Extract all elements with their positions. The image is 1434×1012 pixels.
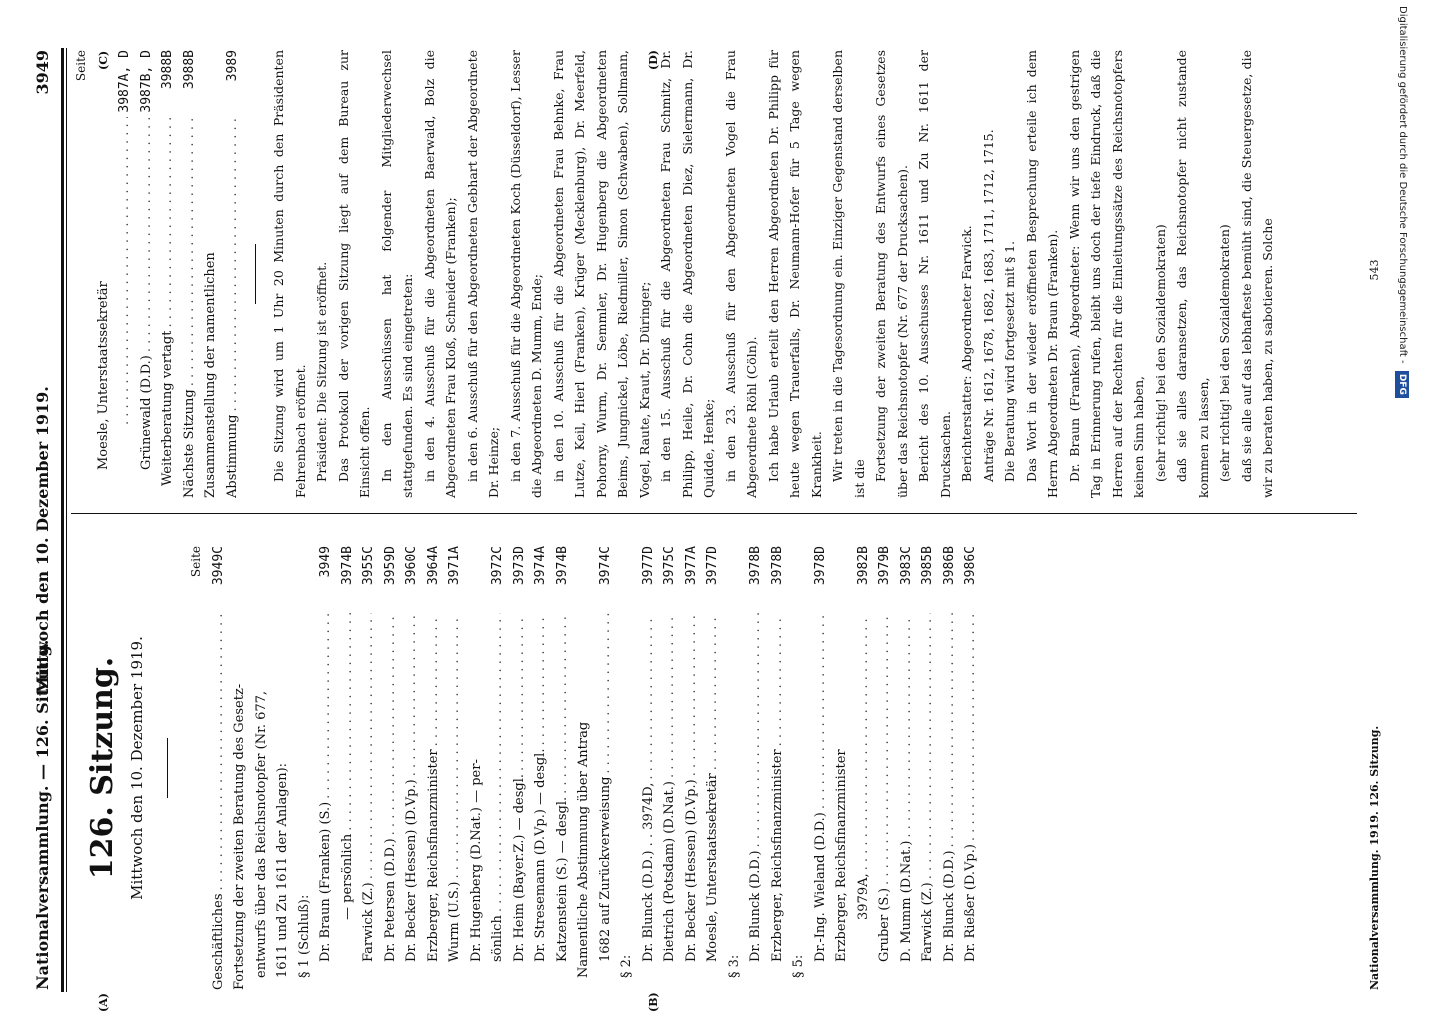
toc-entry [530,546,552,990]
toc-entry-text: Dr. Blunck (D.D.) [941,850,957,962]
toc-entry-text: Katzenstein (S.) — desgl. [554,796,570,962]
toc-entry [810,546,832,990]
toc-entry-text: Fortsetzung der zweiten Beratung des Gesetz- [232,683,247,990]
minutes-paragraph: in den 4. Ausschuß für die Abgeordneten Baerwald, Bolz die Abgeordneten Frau Kloß, Schneider (Franken); [421,50,458,498]
toc-entry-page: 3975C [662,546,677,586]
seite-label-right: Seite [74,50,88,82]
toc-entry-page: 3955C [361,546,376,586]
toc-entry [136,50,158,498]
toc-entry-page: 3973D [511,546,527,586]
toc-entry-text: Dr. Hugenberg (D.Nat.) — per- [468,759,484,962]
leader-dots [136,117,158,352]
toc-entry-page: 3964A [425,546,441,586]
toc-entry-page: 3974B [339,546,355,586]
toc-entry-text: 1682 auf Zurückverweisung [597,776,613,962]
leader-dots [896,613,918,838]
digitization-text: Digitalisierung gefördert durch die Deutsche Forschungsgemeinschaft - [1397,6,1408,364]
leader-dots [401,613,423,776]
minutes-paragraph: (sehr richtig! bei den Sozialdemokraten) [1152,224,1168,482]
toc-entry [917,546,939,990]
toc-entry [222,50,244,498]
margin-mark-a: (A) [97,993,110,1012]
leader-dots [702,613,724,770]
minutes-paragraph: Wir treten in die Tagesordnung ein. Einziger Gegenstand derselben ist die [830,50,867,498]
toc-entry-text: Nächste Sitzung [181,389,197,498]
minutes-paragraph: Präsident: Die Sitzung ist eröffnet. [314,261,329,482]
toc-entry-page: 3949 [318,546,333,578]
minutes-paragraph: Die Sitzung wird um 1 Uhr 20 Minuten durch den Präsidenten Fehrenbach eröffnet. [271,50,308,498]
toc-entry-page: 3974B [554,546,570,586]
minutes-paragraph: in den 10. Ausschuß für die Abgeordneten Frau Behnke, Frau Lutze, Keil, Hierl (Franken), Krüger (Mecklenburg), Dr. Meerfeld, Pohorny, Wurm, Dr. Semmler, Dr. Hugenberg die Abgeordneten Beims, Jungnickel, Löbe, Riedmiller, Simon (Schwaben), Sollmann, Vogel, Raute, Kraut, Dr. Düringer; [550,50,652,498]
header-rule-thin [66,48,67,992]
toc-entry [509,546,531,990]
toc-entry [401,546,423,990]
toc-entry-page: 3986B [941,546,957,586]
leader-dots [552,613,574,794]
toc-entry-text: Dr. Becker (Hessen) (D.Vp.) [404,779,419,962]
digitization-note [1392,0,1412,1006]
minutes-paragraph: Anträge Nr. 1612, 1678, 1682, 1683, 1711, 1712, 1715. [980,129,996,482]
toc-entry-page: 3960C [404,546,419,586]
leader-dots [315,613,337,799]
table-of-contents-continued [93,50,244,498]
left-column [71,546,982,990]
leader-dots [157,117,179,328]
toc-entry-page: 3982B [855,546,871,586]
toc-entry-page: 3977A [683,546,699,586]
leader-dots [917,613,939,879]
toc-entry [552,546,574,990]
leader-dots [638,613,660,780]
toc-entry-text: Grünewald (D.D.) [138,355,154,470]
toc-entry [444,546,466,990]
toc-entry-page: 3978D [812,546,828,586]
toc-entry-text: Dr. Stresemann (D.Vp.) — desgl. [533,748,548,962]
toc-entry [272,546,294,990]
toc-entry-text: Moesle, Unterstaatssekretär [705,773,720,962]
leader-dots [423,613,445,746]
minutes-paragraph: Bericht des 10. Ausschusses Nr. 1611 und Zu Nr. 1611 der Drucksachen. [916,50,953,498]
margin-mark-d: (D) [647,50,660,70]
leader-dots [380,613,402,835]
minutes-paragraph: Das Wort in der wieder eröffneten Besprechung erteile ich dem Herrn Abgeordneten Dr. Braun (Franken). [1023,50,1060,498]
toc-entry-text: Gruber (S.) [877,887,892,962]
leader-dots [874,613,896,885]
toc-entry-text: § 1 (Schluß): [296,894,312,978]
leader-dots [487,613,509,912]
minutes-paragraph: in den 6. Ausschuß für den Abgeordneten Gebhart der Abgeordnete Dr. Heinze; [464,50,501,498]
minutes-paragraph: In den Ausschüssen hat folgender Mitgliederwechsel stattgefunden. Es sind eingetreten: [378,50,415,498]
toc-entry [337,546,359,990]
leader-dots [208,613,230,890]
session-title: 126. Sitzung. [85,656,120,880]
header-left: Nationalversammlung. — 126. Sitzung. [33,639,52,990]
toc-entry [960,546,982,990]
minutes-paragraph: daß sie alles daransetzen, das Reichsnotopfer nicht zustande kommen zu lassen, [1174,50,1211,498]
leader-dots [222,117,244,412]
toc-entry-page: 3989 [224,50,240,82]
table-of-contents [208,546,982,990]
toc-entry-text: sönlich [490,915,505,962]
toc-entry-text: 3979A, [855,873,871,920]
toc-entry [251,546,273,990]
toc-entry-text: Farwick (Z.) [361,882,376,962]
minutes-paragraph: Fortsetzung der zweiten Beratung des Entwurfs eines Gesetzes über das Reichsnotopfer (Nr. 677 der Drucksachen). [873,50,910,498]
toc-entry-page: 3983C [898,546,914,586]
toc-entry-text: Erzberger, Reichsfinanzminister [425,749,441,962]
leader-dots [853,613,875,870]
toc-entry-page: 3978B [769,546,785,586]
toc-entry [853,546,875,990]
toc-entry [573,546,595,990]
leader-dots [444,613,466,879]
toc-entry-text: Farwick (Z.) [920,882,935,962]
column-divider [71,513,1357,514]
toc-entry-text: Zusammenstellung der namentlichen [203,252,218,498]
leader-dots [810,613,832,809]
leader-dots [745,613,767,847]
minutes-paragraph: in den 23. Ausschuß für den Abgeordneten Vogel die Frau Abgeordnete Röhl (Cöln). [722,50,759,498]
toc-entry-page: 3987A, D [117,50,132,113]
toc-entry-page: 3978B [748,546,763,586]
toc-entry [616,546,638,990]
toc-entry-text: Moesle, Unterstaatssekretär [95,281,111,470]
toc-entry-text: Weiterberatung vertagt [160,330,175,486]
signature-number: 543 [1368,259,1381,281]
toc-entry [659,546,681,990]
toc-entry [681,546,703,990]
toc-entry-text: § 5: [791,954,806,978]
seite-label: Seite [189,546,203,578]
toc-entry [200,50,222,498]
toc-entry [724,546,746,990]
toc-entry [767,546,789,990]
right-column [71,50,1279,498]
toc-entry [702,546,724,990]
toc-entry-page: 3949C [210,546,226,586]
leader-dots [509,613,531,771]
session-date: Mittwoch den 10. Dezember 1919. [128,636,146,900]
margin-mark-b: (B) [647,992,660,1012]
toc-entry-text: Dietrich (Potsdam) (D.Nat.) [662,781,677,962]
toc-entry-page: 3988B [160,50,175,90]
toc-entry [788,546,810,990]
toc-entry [208,546,230,990]
toc-entry [874,546,896,990]
toc-entry-text: § 2: [619,954,634,978]
toc-entry [179,50,201,498]
toc-entry-text: Dr. Petersen (D.D.) [382,838,398,962]
leader-dots [358,613,380,879]
toc-entry-text: Dr. Braun (Franken) (S.) [318,801,333,962]
leader-dots [114,117,136,425]
toc-entry-text: Namentliche Abstimmung über Antrag [576,721,591,978]
toc-entry [229,546,251,990]
toc-entry [93,50,115,498]
toc-entry-text: § 3: [726,954,742,978]
toc-entry [358,546,380,990]
page-number: 3949 [33,50,52,95]
leader-dots [767,613,789,746]
toc-entry-text: Dr.-Ing. Wieland (D.D.) [812,812,828,962]
minutes-paragraph: in den 7. Ausschuß für die Abgeordneten Koch (Düsseldorf), Lesser die Abgeordneten D. Mumm, Ende; [507,50,544,498]
toc-entry [380,546,402,990]
toc-entry-text: Geschäftliches [210,893,226,990]
minutes-paragraph: Ich habe Urlaub erteilt den Herren Abgeordneten Dr. Philipp für heute wegen Trauerfalls, Dr. Neumann-Hofer für 5 Tage wegen Krankheit. [765,50,824,498]
leader-dots [939,613,961,847]
toc-entry-text: Erzberger, Reichsfinanzminister [834,749,849,962]
toc-entry-text: Dr. Blunck (D.D.) . . 3974D, [640,782,656,962]
toc-entry-text: Dr. Rießer (D.Vp.) [963,844,978,962]
toc-entry-text: Erzberger, Reichsfinanzminister [769,749,785,962]
toc-entry [114,50,136,498]
toc-entry-text: 1611 und Zu 1611 der Anlagen): [275,762,290,978]
toc-entry-page: 3959D [382,546,398,586]
toc-entry-text: Dr. Blunck (D.D.) [748,850,763,962]
leader-dots [337,613,359,831]
toc-entry-text: entwurfs über das Reichsnotopfer (Nr. 677, [253,690,269,978]
toc-entry-page: 3974C [597,546,613,586]
dfg-logo: DFG [1395,371,1409,398]
minutes-paragraph: Berichterstatter: Abgeordneter Farwick. [959,225,974,482]
toc-entry-page: 3987B, D [138,50,154,113]
page-footer: Nationalversammlung. 1919. 126. Sitzung. [1368,725,1381,990]
toc-entry [466,546,488,990]
leader-dots [960,613,982,841]
leader-dots [179,117,201,386]
toc-entry-page: 3974A [533,546,548,586]
toc-entry-text: D. Mumm (D.Nat.) [898,840,914,962]
toc-entry-page: 3971A [447,546,462,586]
toc-entry-page: 3972C [490,546,505,586]
minutes-text [268,50,1279,498]
minutes-paragraph: in den 15. Ausschuß für die Abgeordneten Frau Schmitz, Dr. Philipp, Heile, Dr. Cohn die Abgeordneten Diez, Sielermann, Dr. Quidde, Henke; [658,50,716,498]
toc-entry-text: Abstimmung [224,414,240,498]
toc-entry-page: 3986C [963,546,978,586]
leader-dots [530,613,552,746]
toc-entry-page: 3985B [920,546,935,586]
toc-entry [315,546,337,990]
toc-entry [294,546,316,990]
minutes-paragraph: (sehr richtig! bei den Sozialdemokraten) [1217,224,1232,482]
title-rule [167,738,168,798]
toc-entry [638,546,660,990]
toc-entry-page: 3988B [181,50,197,90]
toc-entry [745,546,767,990]
leader-dots [659,613,681,778]
toc-entry [896,546,918,990]
toc-entry-page: 3977D [705,546,720,586]
toc-entry-text: Wurm (U.S.) [447,881,462,962]
toc-entry-page: 3979B [877,546,892,586]
header-center: Mittwoch den 10. Dezember 1919. [33,386,52,694]
toc-entry [595,546,617,990]
leader-dots [595,613,617,774]
rotated-page [27,40,1387,1012]
toc-entry-text: Dr. Heim (Bayer.Z.) — desgl. [511,773,527,962]
minutes-paragraph: Das Protokoll der vorigen Sitzung liegt auf dem Bureau zur Einsicht offen. [335,50,372,498]
toc-entry [487,546,509,990]
section-rule [255,244,256,304]
leader-dots [681,613,703,776]
minutes-paragraph: daß sie alle auf das lebhafteste bemüht sind, die Steuergesetze, die wir zu beraten haben, zu sabotieren. Solche [1238,50,1275,498]
margin-mark-c: (C) [97,50,110,70]
toc-entry-page: 3977D [640,546,656,586]
toc-entry-text: Dr. Becker (Hessen) (D.Vp.) [683,779,699,962]
minutes-paragraph: Dr. Braun (Franken), Abgeordneter: Wenn wir uns den gestrigen Tag in Erinnerung rufen, bleibt uns doch der tiefe Eindruck, daß die Herren auf der Rechten für die Einleitungssätze des Reichsnotopfers keinen Sinn haben, [1066,50,1146,498]
header-rule [61,48,64,992]
toc-entry [157,50,179,498]
toc-entry [939,546,961,990]
minutes-paragraph: Die Beratung wird fortgesetzt mit § 1. [1002,240,1017,482]
toc-entry [423,546,445,990]
page-header [33,40,57,1000]
toc-entry [831,546,853,990]
toc-entry-text: — persönlich [339,833,355,920]
